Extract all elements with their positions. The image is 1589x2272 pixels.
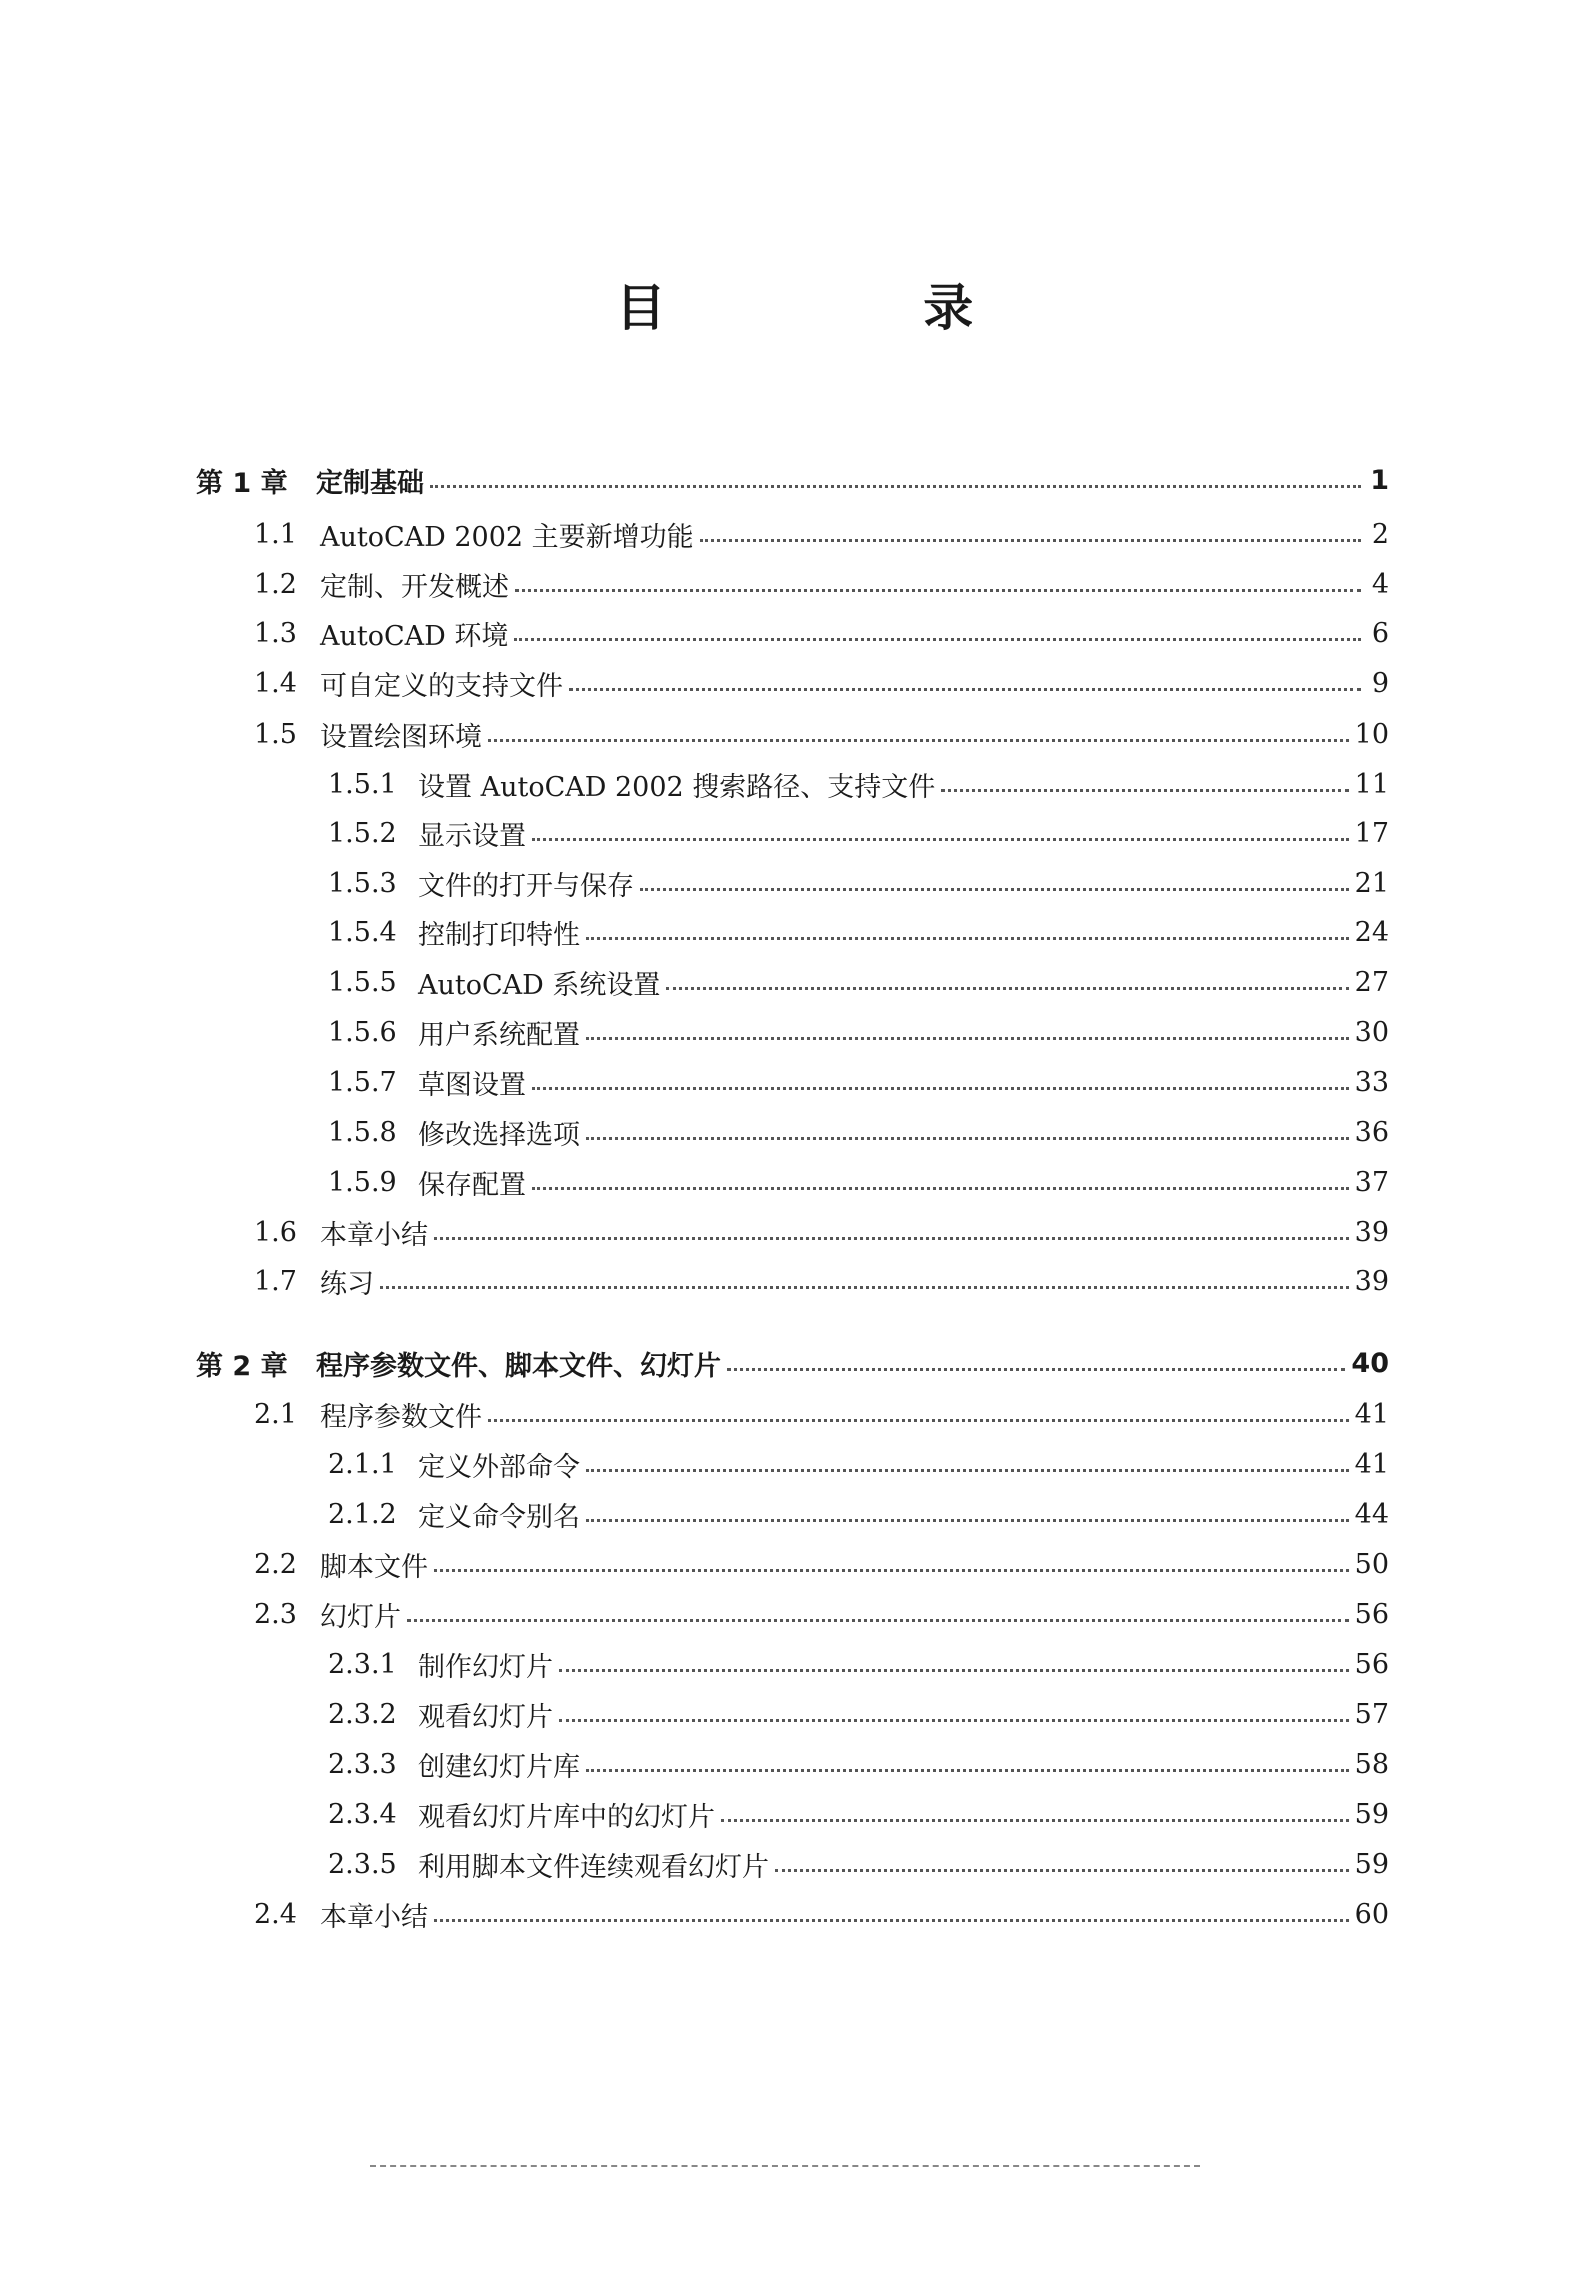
- toc-leader-dots: [586, 1519, 1349, 1522]
- toc-section-entry: [254, 1212, 1389, 1252]
- toc-entry-number: 2.1: [254, 1398, 297, 1430]
- toc-leader-dots: [559, 1669, 1349, 1672]
- toc-entry-number: 1.5.7: [328, 1066, 397, 1098]
- toc-entry-title: 显示设置: [418, 820, 526, 852]
- toc-entry-page: 40: [1351, 1347, 1389, 1379]
- toc-leader-dots: [586, 1037, 1349, 1040]
- toc-entry-page: 33: [1354, 1066, 1389, 1098]
- toc-entry-number: 1.6: [254, 1216, 297, 1248]
- toc-entry-page: 59: [1354, 1848, 1389, 1880]
- toc-entry-page: 11: [1354, 768, 1389, 800]
- toc-entry-title: 草图设置: [418, 1069, 526, 1101]
- toc-leader-dots: [434, 1237, 1349, 1240]
- toc-entry-number: 1.5.8: [328, 1116, 397, 1148]
- toc-entry-page: 27: [1354, 966, 1389, 998]
- toc-entry-page: 17: [1354, 817, 1389, 849]
- toc-subsection-entry: [328, 1694, 1389, 1734]
- toc-entry-number: 1.7: [254, 1265, 297, 1297]
- toc-entry-title: 观看幻灯片: [418, 1701, 553, 1733]
- toc-entry-number: 1.5.1: [328, 768, 397, 800]
- toc-entry-title: 设置绘图环境: [320, 721, 482, 753]
- toc-entry-title: 定义命令别名: [418, 1501, 580, 1533]
- toc-entry-page: 1: [1370, 464, 1389, 496]
- toc-leader-dots: [586, 937, 1349, 940]
- toc-section-entry: [254, 1544, 1389, 1584]
- toc-entry-page: 36: [1354, 1116, 1389, 1148]
- toc-subsection-entry: [328, 1744, 1389, 1784]
- toc-entry-page: 56: [1354, 1598, 1389, 1630]
- toc-leader-dots: [514, 638, 1361, 641]
- toc-subsection-entry: [328, 1644, 1389, 1684]
- toc-entry-number: 1.2: [254, 568, 297, 600]
- toc-leader-dots: [380, 1286, 1349, 1289]
- toc-chapter-entry: [196, 1343, 1389, 1383]
- toc-subsection-entry: [328, 1062, 1389, 1102]
- toc-subsection-entry: [328, 813, 1389, 853]
- toc-leader-dots: [559, 1719, 1349, 1722]
- toc-leader-dots: [586, 1769, 1349, 1772]
- toc-entry-title: 文件的打开与保存: [418, 870, 634, 902]
- toc-entry-title: AutoCAD 系统设置: [418, 969, 661, 1001]
- toc-entry-title: 练习: [320, 1268, 374, 1300]
- toc-subsection-entry: [328, 1494, 1389, 1534]
- toc-leader-dots: [434, 1919, 1349, 1922]
- toc-entry-title: 脚本文件: [320, 1551, 428, 1583]
- toc-entry-page: 37: [1354, 1166, 1389, 1198]
- toc-entry-number: 1.5.2: [328, 817, 397, 849]
- toc-entry-page: 24: [1354, 916, 1389, 948]
- toc-entry-page: 2: [1371, 518, 1389, 550]
- toc-entry-title: 程序参数文件: [320, 1401, 482, 1433]
- toc-entry-page: 4: [1371, 568, 1389, 600]
- toc-entry-page: 39: [1354, 1216, 1389, 1248]
- toc-entry-number: 2.3.3: [328, 1748, 397, 1780]
- toc-entry-title: 程序参数文件、脚本文件、幻灯片: [316, 1350, 721, 1382]
- toc-entry-page: 41: [1354, 1398, 1389, 1430]
- toc-entry-title: 本章小结: [320, 1901, 428, 1933]
- toc-subsection-entry: [328, 764, 1389, 804]
- toc-leader-dots: [532, 1087, 1349, 1090]
- toc-entry-title: 定义外部命令: [418, 1451, 580, 1483]
- toc-entry-number: 1.5: [254, 718, 297, 750]
- toc-entry-number: 2.3.5: [328, 1848, 397, 1880]
- toc-section-entry: [254, 613, 1389, 653]
- toc-entry-number: 2.3.1: [328, 1648, 397, 1680]
- toc-leader-dots: [488, 739, 1349, 742]
- toc-leader-dots: [515, 589, 1361, 592]
- toc-subsection-entry: [328, 1012, 1389, 1052]
- toc-subsection-entry: [328, 1794, 1389, 1834]
- toc-entry-title: 制作幻灯片: [418, 1651, 553, 1683]
- toc-entry-title: 用户系统配置: [418, 1019, 580, 1051]
- toc-entry-title: 定制基础: [316, 467, 424, 499]
- toc-leader-dots: [569, 688, 1361, 691]
- toc-entry-number: 第 2 章: [196, 1350, 288, 1382]
- toc-entry-title: AutoCAD 2002 主要新增功能: [320, 521, 694, 553]
- toc-section-entry: [254, 514, 1389, 554]
- toc-leader-dots: [434, 1569, 1349, 1572]
- toc-leader-dots: [532, 1187, 1349, 1190]
- toc-entry-number: 1.5.6: [328, 1016, 397, 1048]
- toc-subsection-entry: [328, 1112, 1389, 1152]
- toc-entry-number: 1.5.4: [328, 916, 397, 948]
- toc-section-entry: [254, 1894, 1389, 1934]
- toc-subsection-entry: [328, 912, 1389, 952]
- toc-entry-number: 2.3: [254, 1598, 297, 1630]
- toc-entry-number: 2.2: [254, 1548, 297, 1580]
- toc-entry-page: 9: [1371, 667, 1389, 699]
- toc-entry-title: 可自定义的支持文件: [320, 670, 563, 702]
- toc-entry-number: 第 1 章: [196, 467, 288, 499]
- toc-entry-number: 1.5.3: [328, 867, 397, 899]
- toc-entry-title: 控制打印特性: [418, 919, 580, 951]
- toc-entry-title: 定制、开发概述: [320, 571, 509, 603]
- toc-subsection-entry: [328, 1162, 1389, 1202]
- toc-entry-number: 2.4: [254, 1898, 297, 1930]
- toc-entry-page: 41: [1354, 1448, 1389, 1480]
- toc-subsection-entry: [328, 962, 1389, 1002]
- toc-leader-dots: [941, 789, 1348, 792]
- toc-leader-dots: [430, 485, 1361, 488]
- toc-entry-page: 60: [1354, 1898, 1389, 1930]
- toc-entry-page: 58: [1354, 1748, 1389, 1780]
- toc-entry-number: 1.1: [254, 518, 297, 550]
- toc-entry-number: 2.3.2: [328, 1698, 397, 1730]
- toc-entry-page: 6: [1371, 617, 1389, 649]
- toc-entry-title: 本章小结: [320, 1219, 428, 1251]
- toc-section-entry: [254, 1594, 1389, 1634]
- toc-entry-title: 设置 AutoCAD 2002 搜索路径、支持文件: [418, 771, 936, 803]
- toc-subsection-entry: [328, 1444, 1389, 1484]
- toc-leader-dots: [721, 1819, 1349, 1822]
- toc-entry-page: 44: [1354, 1498, 1389, 1530]
- toc-entry-number: 1.4: [254, 667, 297, 699]
- toc-entry-title: AutoCAD 环境: [320, 620, 509, 652]
- toc-leader-dots: [727, 1368, 1345, 1371]
- toc-section-entry: [254, 1261, 1389, 1301]
- toc-entry-page: 57: [1354, 1698, 1389, 1730]
- toc-leader-dots: [700, 539, 1361, 542]
- toc-entry-number: 1.3: [254, 617, 297, 649]
- toc-leader-dots: [586, 1137, 1349, 1140]
- toc-entry-page: 56: [1354, 1648, 1389, 1680]
- toc-entry-title: 利用脚本文件连续观看幻灯片: [418, 1851, 769, 1883]
- toc-entry-number: 1.5.9: [328, 1166, 397, 1198]
- toc-entry-page: 10: [1354, 718, 1389, 750]
- toc-entry-title: 幻灯片: [320, 1601, 401, 1633]
- toc-entry-page: 59: [1354, 1798, 1389, 1830]
- toc-section-entry: [254, 714, 1389, 754]
- toc-entry-page: 39: [1354, 1265, 1389, 1297]
- toc-entry-number: 2.1.2: [328, 1498, 397, 1530]
- toc-section-entry: [254, 1394, 1389, 1434]
- toc-entry-title: 创建幻灯片库: [418, 1751, 580, 1783]
- toc-entry-number: 2.3.4: [328, 1798, 397, 1830]
- page-title: 目 录: [615, 279, 1094, 337]
- footer-rule: [370, 2165, 1200, 2167]
- toc-chapter-entry: [196, 460, 1389, 500]
- toc-leader-dots: [586, 1469, 1349, 1472]
- toc-entry-page: 21: [1354, 867, 1389, 899]
- toc-leader-dots: [666, 987, 1348, 990]
- toc-leader-dots: [488, 1419, 1349, 1422]
- toc-leader-dots: [640, 888, 1349, 891]
- toc-entry-page: 30: [1354, 1016, 1389, 1048]
- toc-section-entry: [254, 564, 1389, 604]
- toc-leader-dots: [775, 1869, 1349, 1872]
- toc-section-entry: [254, 663, 1389, 703]
- toc-subsection-entry: [328, 863, 1389, 903]
- toc-entry-title: 保存配置: [418, 1169, 526, 1201]
- toc-entry-number: 2.1.1: [328, 1448, 397, 1480]
- toc-entry-title: 修改选择选项: [418, 1119, 580, 1151]
- toc-leader-dots: [407, 1619, 1349, 1622]
- toc-entry-page: 50: [1354, 1548, 1389, 1580]
- toc-entry-number: 1.5.5: [328, 966, 397, 998]
- toc-subsection-entry: [328, 1844, 1389, 1884]
- toc-entry-title: 观看幻灯片库中的幻灯片: [418, 1801, 715, 1833]
- toc-leader-dots: [532, 838, 1349, 841]
